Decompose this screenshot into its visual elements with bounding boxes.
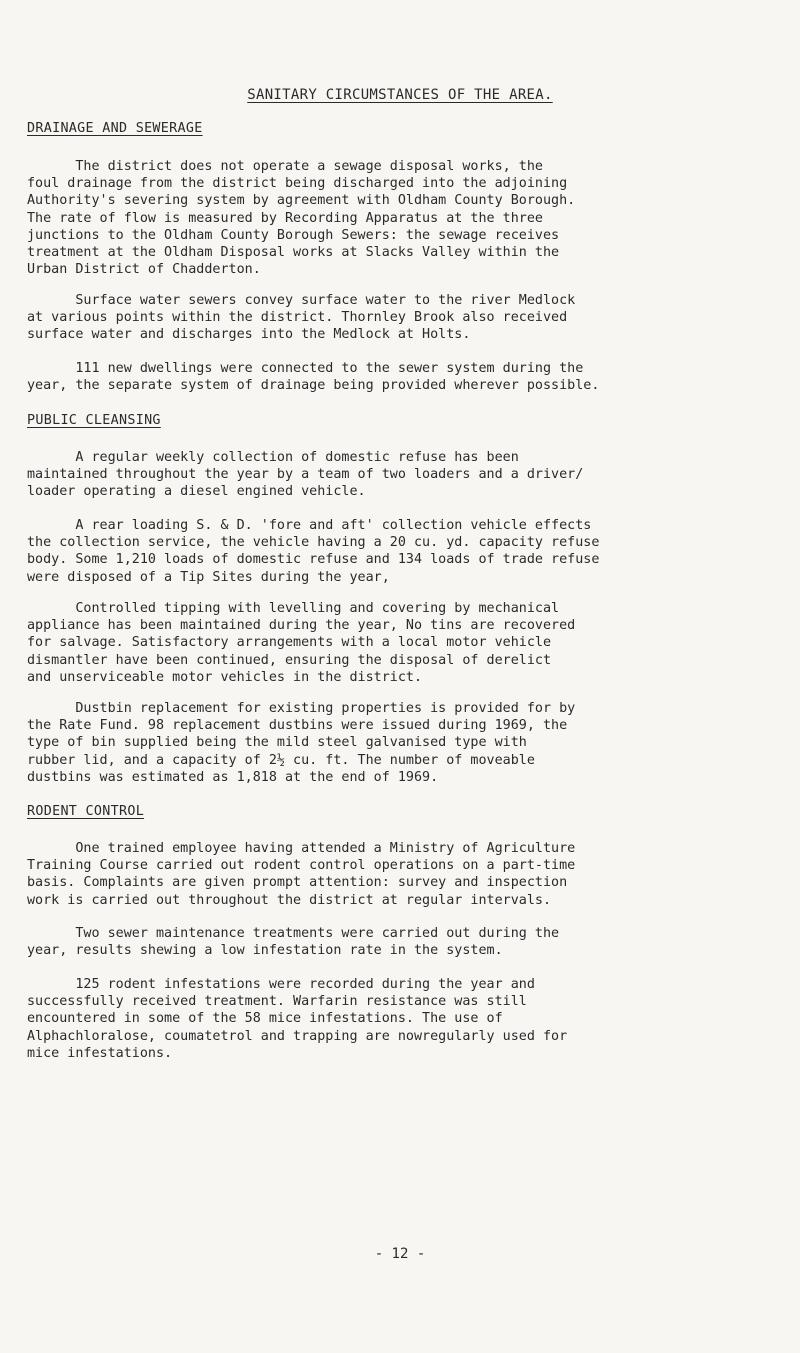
page-title: SANITARY CIRCUMSTANCES OF THE AREA. [247,87,553,103]
paragraph-drainage-3: 111 new dwellings were connected to the sewer system during the year, the separate system of drainage being provided wherever possible. [27,361,600,394]
paragraph-cleansing-2: A rear loading S. & D. 'fore and aft' collection vehicle effects the collection service, the vehicle having a 20 cu. yd. capacity refuse body. Some 1,210 loads of domestic refuse and 134 loads of trade refuse were disposed of a Tip Sites during the year, [27,518,600,585]
paragraph-cleansing-4: Dustbin replacement for existing properties is provided for by the Rate Fund. 98 replacement dustbins were issued during 1969, the type of bin supplied being the mild steel galvanised type with rubber lid, and a capacity of 2½ cu. ft. The number of moveable dustbins was estimated as 1,818 at the end of 1969. [27,701,576,785]
paragraph-rodent-2: Two sewer maintenance treatments were carried out during the year, results shewing a low infestation rate in the system. [27,926,560,959]
paragraph-drainage-1: The district does not operate a sewage disposal works, the foul drainage from the district being discharged into the adjoining Authority's severing system by agreement with Oldham County Borough. The rate of flow is measured by Recording Apparatus at the three junctions to the Oldham County Borough Sewers: the sewage receives treatment at the Oldham Disposal works at Slacks Valley within the Urban District of Chadderton. [27,159,576,278]
heading-drainage-sewerage: DRAINAGE AND SEWERAGE [27,121,203,136]
paragraph-rodent-3: 125 rodent infestations were recorded during the year and successfully received treatment. Warfarin resistance was still encountered in some of the 58 mice infestations. The use of Alphachloralose, coumatetrol and trapping are nowregularly used for mice infestations. [27,977,568,1061]
paragraph-drainage-2: Surface water sewers convey surface water to the river Medlock at various points within the district. Thornley Brook also received surface water and discharges into the Medlock at Holts. [27,293,576,343]
page-number: - 12 - [374,1246,426,1262]
paragraph-cleansing-1: A regular weekly collection of domestic refuse has been maintained throughout the year by a team of two loaders and a driver/ loader operating a diesel engined vehicle. [27,450,584,500]
paragraph-cleansing-3: Controlled tipping with levelling and covering by mechanical appliance has been maintained during the year, No tins are recovered for salvage. Satisfactory arrangements with a local motor vehicle dismantler have been continued, ensuring the disposal of derelict and unserviceable motor vehicles in the district. [27,601,576,685]
heading-rodent-control: RODENT CONTROL [27,804,145,819]
heading-public-cleansing: PUBLIC CLEANSING [27,413,161,428]
paragraph-rodent-1: One trained employee having attended a Ministry of Agriculture Training Course carried out rodent control operations on a part-time basis. Complaints are given prompt attention: survey and inspection work is carried out throughout the district at regular intervals. [27,841,576,908]
